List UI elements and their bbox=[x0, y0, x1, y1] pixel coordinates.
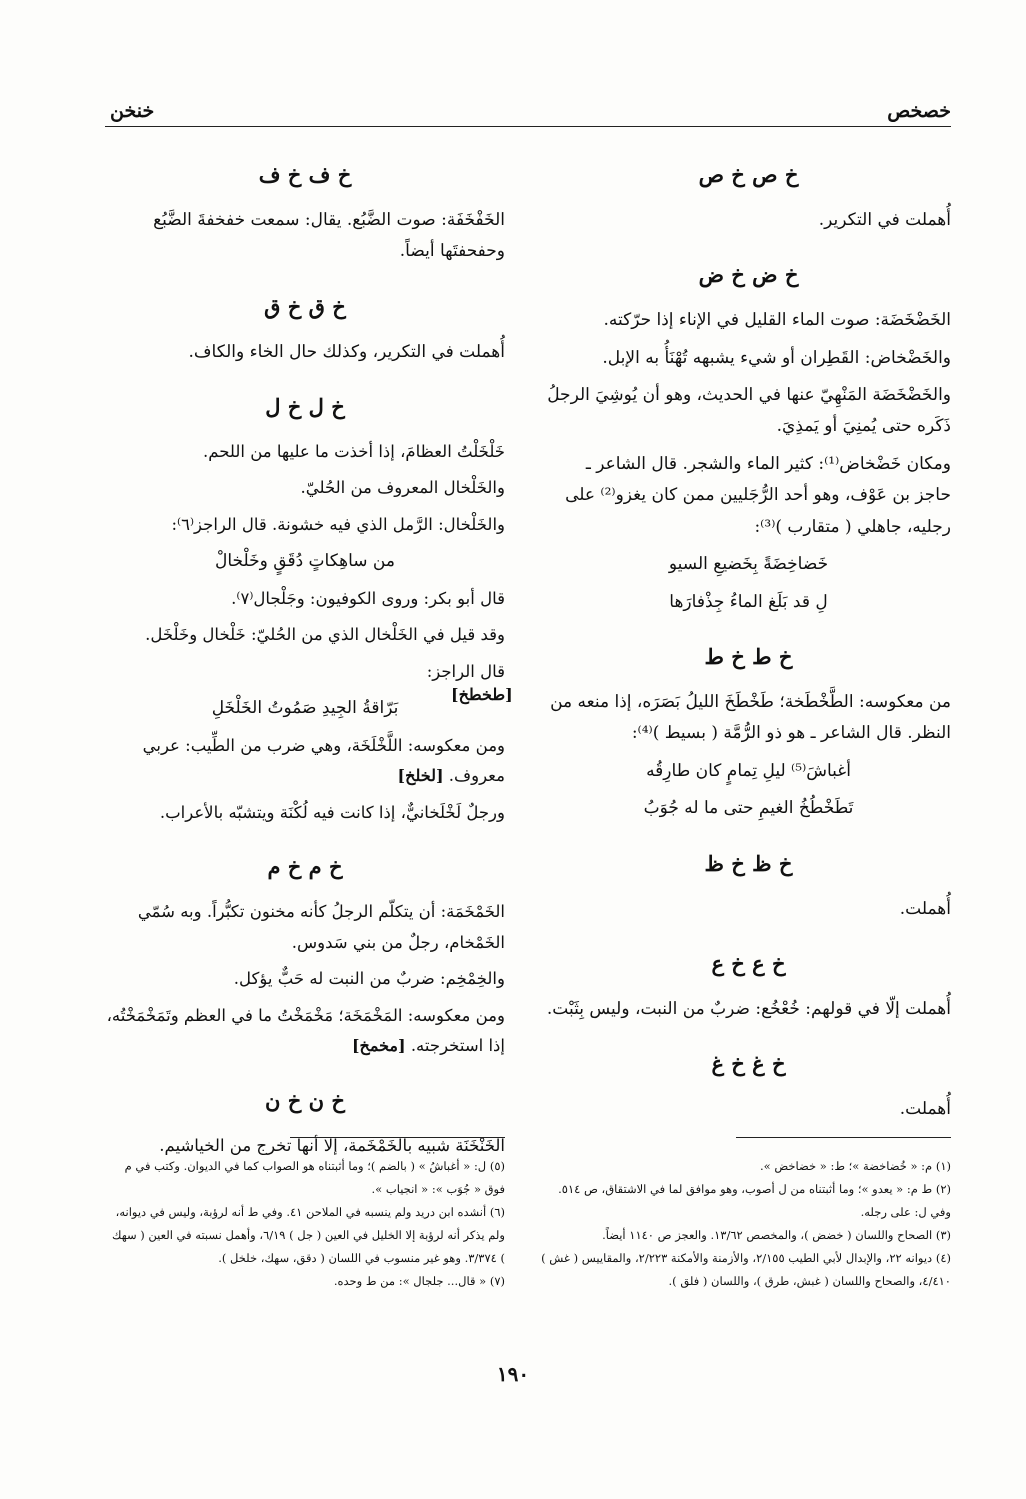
page-number: ١٩٠ bbox=[496, 1362, 530, 1386]
root-heading: خ ل خ ل bbox=[265, 394, 345, 419]
entry-text bbox=[105, 731, 505, 792]
entry-text: والخَضْخَضَة المَنْهِيّ عنها في الحديث، وهو أن يُوشِيَ الرجلُ ذَكَره حتى يُمنِيَ أو يَمذِيَ. bbox=[547, 385, 951, 437]
entry-text: وقد قيل في الخَلْخال الذي من الحُليّ: خَلْخال وخَلْخَل. bbox=[145, 625, 505, 645]
root-heading: خ ن خ ن bbox=[265, 1087, 345, 1113]
entry-text-part: ومن معكوسه: اللَّخْلَخَة، وهي ضرب من الطِّيب: عربي معروف. bbox=[142, 735, 505, 786]
entry-text: الخَمْخَمَة: أن يتكلّم الرجلُ كأنه مخنون تكبُّراً. وبه سُمّي الخَمْخام، رجلٌ من بني سَدوس. bbox=[137, 902, 505, 952]
entry-text: والخَلْخال: الرَّمل الذي فيه خشونة. قال الراجز⁽٦⁾: bbox=[171, 514, 505, 534]
margin-tag: [لخلخ] bbox=[397, 766, 444, 786]
root-heading: خ ق خ ق bbox=[264, 293, 346, 319]
entry-text: والخَضْخاض: القَطِران أو شيء يشبهه تُهْنَأُ به الإبل. bbox=[602, 347, 951, 368]
running-head-left: خنخن bbox=[110, 100, 155, 122]
verse-line: بَرّاقةُ الجِيدِ صَمُوتُ الخَلْخَلِ bbox=[211, 698, 399, 719]
verse-line: تَطَخْطُخُ الغيمِ حتى ما له جُوَبُ bbox=[643, 798, 854, 819]
entry-khakha bbox=[546, 945, 951, 1025]
entry-text: أُهملت في التكرير. bbox=[818, 209, 951, 230]
entry-text: قال أبو بكر: وروى الكوفيون: وجَلْجال⁽٧⁾. bbox=[231, 588, 505, 608]
entry-khfkhf bbox=[105, 156, 505, 268]
verse-line: أغباشَ⁽⁵⁾ ليلِ تِمامٍ كان طارِقُه bbox=[646, 760, 851, 781]
margin-tag: [طخطخ] bbox=[451, 685, 513, 705]
entry-text: الخَنْخَنَة شبيه بالخَمْخَمة، إلا أنها تخرج من الخياشيم. bbox=[159, 1135, 505, 1155]
footnote: (٣) الصحاح واللسان ( خضض )، والمخصص ١٣/٦٢. والعجز ص ١١٤٠ أيضاً. bbox=[602, 1228, 951, 1242]
entry-khghkhgh bbox=[546, 1045, 951, 1125]
entry-text: ومكان خَضْخاض⁽¹⁾: كثير الماء والشجر. قال الشاعر ـ حاجز بن عَوْف، وهو أحد الرُّجَليين ممن كان يغزو⁽²⁾ على رجليه، جاهلي ( متقارب )⁽³⁾: bbox=[565, 453, 951, 537]
entry-text: من معكوسه: الطَّخْطَخة؛ طَخْطَخَ الليلُ بَصَرَه، إذا منعه من النظر. قال الشاعر ـ هو ذو الرُّمَّة ( بسيط )⁽⁴⁾: bbox=[550, 691, 951, 744]
verse-line: من ساهِكاتٍ دُقَقٍ وخَلْخالْ bbox=[215, 551, 395, 572]
verse-line: لِ قد بَلَغ الماءُ جِذْفارَها bbox=[669, 591, 828, 612]
root-heading: خ ظ خ ظ bbox=[704, 850, 793, 876]
entry-text bbox=[105, 1001, 505, 1062]
footnote: (٤) ديوانه ٢٢، والإبدال لأبي الطيب ٢/١٥٥، والأزمنة والأمكنة ٢/٢٢٣، والمقاييس ( غش ) ٤/٤١٠، والصحاح واللسان ( غبش، طرق )، واللسان ( فلق ). bbox=[541, 1251, 951, 1288]
footnote-rule-right bbox=[736, 1137, 951, 1138]
running-head-right: خصخص bbox=[887, 100, 951, 122]
footnote: (٥) ل: « أغباشُ » ( بالضم )؛ وما أثبتناه هو الصواب كما في الديوان. وكتب في م فوق « جُوَب »: « انجياب ». bbox=[124, 1159, 505, 1196]
entry-khzkhz bbox=[546, 845, 951, 925]
entry-khdkhd bbox=[546, 256, 951, 618]
root-heading: خ ض خ ض bbox=[698, 262, 799, 288]
entry-text: قال الراجز: bbox=[426, 661, 505, 681]
entry-khlkhl bbox=[105, 388, 505, 828]
entry-text: الخَفْخَفَة: صوت الضَّبُع. يقال: سمعت خفخفةَ الضَّبُع وحفحفتَها أيضاً. bbox=[153, 209, 505, 262]
entry-khmkhm bbox=[105, 848, 505, 1061]
entry-text: أُهملت في التكرير، وكذلك حال الخاء والكاف. bbox=[188, 341, 505, 362]
header-rule bbox=[105, 126, 951, 127]
root-heading: خ ف خ ف bbox=[258, 162, 352, 187]
footnote: (٦) أنشده ابن دريد ولم ينسبه في الملاحن ٤١. وفي ط أنه لرؤبة، وليس في ديوانه، ولم يذكر أنه لرؤبة إلا الخليل في العين ( جل ) ٦/١٩، وأهمل نسبته في العين ( سهك ) ٣/٣٧٤. وهو غير منسوب في اللسان ( دقق، سهك، خلخل ). bbox=[112, 1205, 505, 1265]
entry-text: أُهملت. bbox=[899, 1099, 951, 1120]
root-heading: خ م خ م bbox=[267, 854, 343, 880]
footnote: (٧) « قال... جلجال »: من ط وحده. bbox=[333, 1274, 505, 1288]
footnote-rule-left bbox=[290, 1137, 505, 1138]
footnote: (١) م: « خُضاخضة »؛ ط: « خضاخض ». bbox=[760, 1159, 951, 1173]
entry-text: والخِمْخِم: ضربٌ من النبت له حَبٌّ يؤكل. bbox=[233, 969, 505, 989]
root-heading: خ ص خ ص bbox=[698, 162, 799, 187]
footnote: (٢) ط م: « يعدو »؛ وما أثبتناه من ل أصوب، وهو موافق لما في الاشتقاق، ص ٥١٤. وفي ل: على رجله. bbox=[558, 1182, 951, 1219]
entry-text: أُهملت إلّا في قولهم: خُعْخُع: ضربٌ من النبت، وليس بِثَبْت. bbox=[546, 998, 951, 1019]
verse-line: خَضاخِضَةً بِخَضيعِ السيو bbox=[668, 554, 829, 575]
footnotes-right bbox=[541, 1155, 951, 1293]
entry-text: ورجلٌ لَخْلَخانيٌّ، إذا كانت فيه لُكْنَة ويتشبّه بالأعراب. bbox=[159, 802, 505, 822]
entry-text: والخَلْخال المعروف من الحُليّ. bbox=[300, 478, 505, 498]
left-column bbox=[105, 150, 505, 1181]
entry-khqkhq bbox=[105, 288, 505, 368]
entry-khsks bbox=[546, 156, 951, 236]
entry-text-part: ومن معكوسه: المَخْمَخَة؛ مَخْمَخْتُ ما في العظم وتَمَخْمَخْتُه، إذا استخرجته. bbox=[106, 1005, 505, 1056]
root-heading: خ غ خ غ bbox=[711, 1051, 786, 1077]
footnotes-left bbox=[105, 1155, 505, 1293]
margin-tag: [مخمخ] bbox=[351, 1036, 406, 1056]
root-heading: خ ط خ ط bbox=[704, 644, 793, 670]
entry-text: أُهملت. bbox=[899, 898, 951, 919]
entry-text: خَلْخَلْتُ العظامَ، إذا أخذت ما عليها من اللحم. bbox=[203, 441, 505, 461]
root-heading: خ ع خ ع bbox=[711, 950, 786, 976]
entry-text: الخَضْخَضَة: صوت الماء القليل في الإناء إذا حرّكته. bbox=[603, 310, 951, 331]
entry-khnkhn bbox=[105, 1082, 505, 1161]
